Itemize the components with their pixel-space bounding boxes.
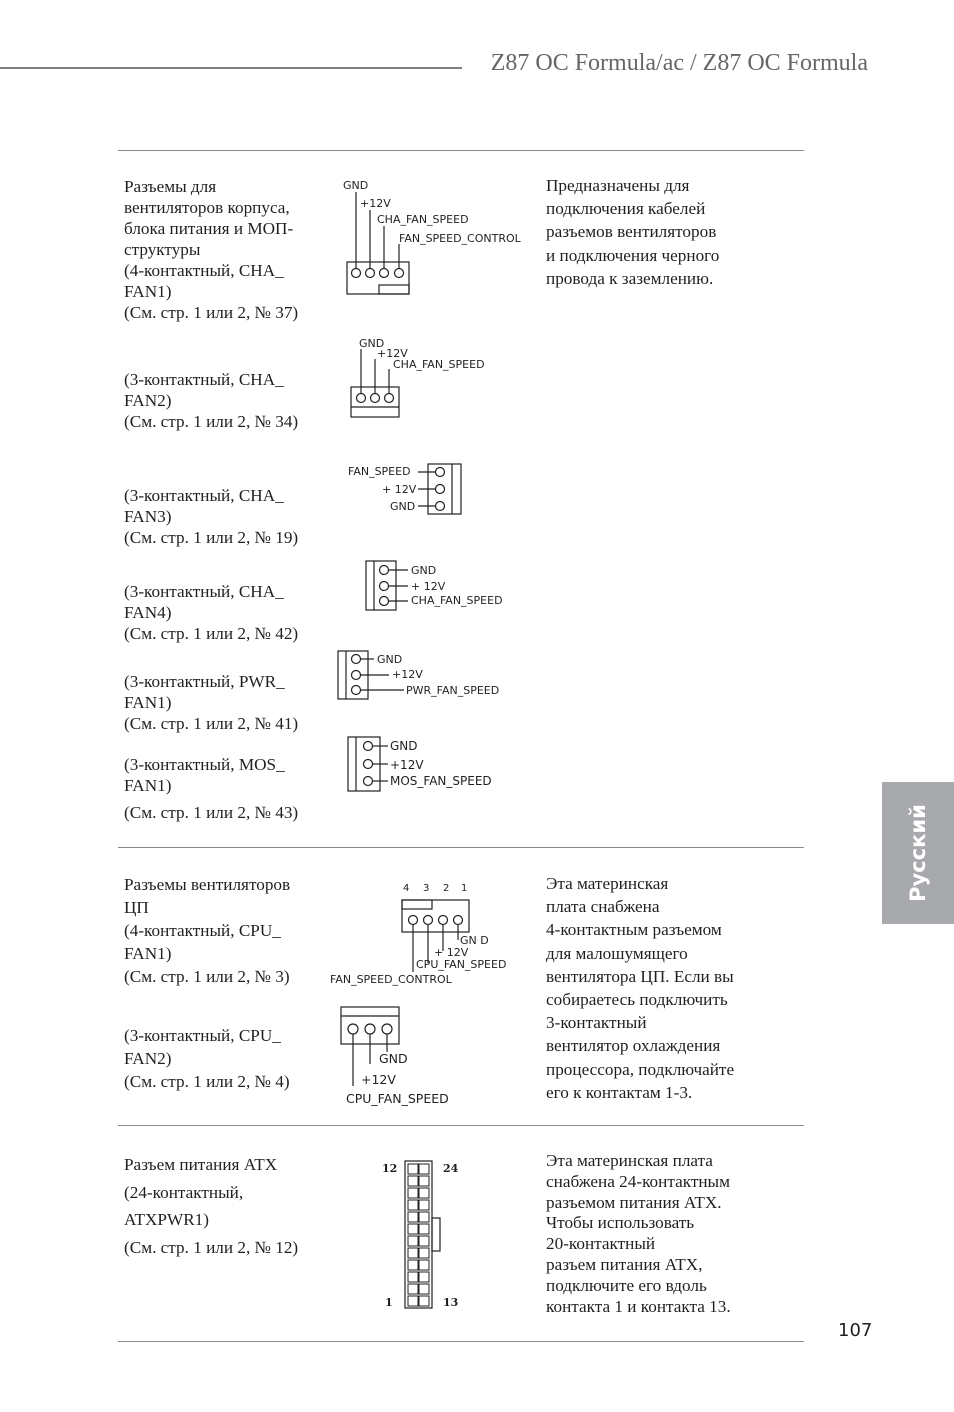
cha-fan2-diagram <box>345 333 515 423</box>
desc-line: FAN2) <box>124 391 172 410</box>
desc-line: (3-контактный, CPU_ <box>124 1026 281 1045</box>
pin-label-speed: PWR_FAN_SPEED <box>406 684 500 697</box>
note-line: вентилятора ЦП. Если вы <box>546 966 734 986</box>
desc-line: ЦП <box>124 898 149 917</box>
note-line: для малошумящего <box>546 943 688 963</box>
note-line: Эта материнская <box>546 874 669 893</box>
atx-pin <box>419 1272 429 1282</box>
note-line: разъемом питания ATX. <box>546 1192 722 1212</box>
desc-line: (3-контактный, MOS_ <box>124 755 285 774</box>
cpu-fans-note <box>546 872 734 1104</box>
atx-pin <box>419 1200 429 1210</box>
atx-pin <box>408 1296 418 1306</box>
header-rule <box>0 67 462 69</box>
note-line: собираетесь подключить <box>546 990 728 1010</box>
atx-pin <box>408 1164 418 1174</box>
pin-label-12: 12 <box>382 1162 398 1175</box>
pin-number: 2 <box>443 883 450 894</box>
pin-label-12v: + 12V <box>434 946 469 959</box>
note-line: Чтобы использовать <box>546 1213 695 1233</box>
desc-line: (4-контактный, CPU_ <box>124 921 281 940</box>
pin-label-speed: CHA_FAN_SPEED <box>377 213 469 226</box>
section-rule-cpu <box>118 847 804 848</box>
atx-pin <box>408 1200 418 1210</box>
note-line: и подключения черного <box>546 245 720 265</box>
atx-pin <box>408 1236 418 1246</box>
desc-line: FAN1) <box>124 693 172 712</box>
desc-line: FAN1) <box>124 944 172 963</box>
atx-pin <box>408 1284 418 1294</box>
atx-pin <box>419 1212 429 1222</box>
atx-24pin-connector-diagram <box>372 1156 472 1314</box>
desc-line: (3-контактный, CHA_ <box>124 370 284 389</box>
pwr-fan1-diagram <box>334 648 514 702</box>
section-rule-top <box>118 150 804 151</box>
pin-number: 4 <box>403 883 410 894</box>
note-line: контакта 1 и контакта 13. <box>546 1296 731 1316</box>
note-line: Предназначены для <box>546 176 690 195</box>
desc-line: (См. стр. 1 или 2, № 12) <box>124 1237 299 1257</box>
pin-label-1: 1 <box>385 1296 393 1309</box>
note-line: 3-контактный <box>546 1013 647 1033</box>
desc-line: ATXPWR1) <box>124 1210 209 1229</box>
note-line: подключите его вдоль <box>546 1275 707 1295</box>
pin-label-gnd: GND <box>390 739 418 753</box>
atx-pin <box>419 1164 429 1174</box>
atx-pin <box>419 1188 429 1198</box>
pin-label-24: 24 <box>443 1162 459 1175</box>
pin-label-speed: CPU_FAN_SPEED <box>416 958 507 971</box>
pin-label-12v: +12V <box>377 347 408 360</box>
language-side-tab-label: Русский <box>906 804 931 902</box>
pin-label-speed: CPU_FAN_SPEED <box>346 1091 449 1106</box>
note-line: разъемов вентиляторов <box>546 222 717 242</box>
desc-line: FAN2) <box>124 1049 172 1068</box>
pin-label-12v: +12V <box>361 1072 396 1087</box>
note-line: его к контактам 1-3. <box>546 1082 693 1102</box>
pin-label-speed: CHA_FAN_SPEED <box>393 358 485 371</box>
desc-line: FAN1) <box>124 282 172 301</box>
desc-line: (24-контактный, <box>124 1182 244 1202</box>
section-rule-bottom <box>118 1341 804 1342</box>
atx-pin <box>408 1212 418 1222</box>
pin-label-13: 13 <box>443 1296 459 1309</box>
atx-pin <box>408 1260 418 1270</box>
desc-line: (3-контактный, PWR_ <box>124 672 285 691</box>
atx-pin <box>408 1176 418 1186</box>
atx-pin <box>419 1260 429 1270</box>
cha-fan3-diagram <box>340 458 470 520</box>
chassis-fans-note <box>546 174 719 290</box>
pin-label-gnd: GND <box>343 179 369 192</box>
atx-pin <box>419 1284 429 1294</box>
pin-label-12v: +12V <box>360 197 391 210</box>
note-line: процессора, подключайте <box>546 1059 735 1079</box>
section-rule-atx <box>118 1125 804 1126</box>
cha-fan4-description <box>124 581 298 644</box>
desc-line: (3-контактный, CHA_ <box>124 582 284 601</box>
desc-line: FAN3) <box>124 507 172 526</box>
pin-label-gnd: GND <box>359 337 385 350</box>
atx-pin <box>419 1224 429 1234</box>
desc-line: FAN1) <box>124 776 172 795</box>
cpu-fan2-diagram <box>336 1002 486 1108</box>
cha-fan1-diagram <box>330 172 530 302</box>
note-line: снабжена 24-контактным <box>546 1171 730 1191</box>
atx-pin <box>419 1248 429 1258</box>
pin-label-gnd: GND <box>377 653 403 666</box>
desc-line: (См. стр. 1 или 2, № 4) <box>124 1072 290 1091</box>
note-line: Эта материнская плата <box>546 1151 713 1170</box>
cpu-fan2-description <box>124 1024 290 1093</box>
desc-line: (См. стр. 1 или 2, № 34) <box>124 412 299 431</box>
desc-line: Разъемы вентиляторов <box>124 875 291 894</box>
note-line: 20-контактный <box>546 1234 656 1254</box>
note-line: плата снабжена <box>546 897 660 917</box>
page-number: 107 <box>838 1320 873 1341</box>
desc-line: FAN4) <box>124 603 172 622</box>
pin-label-speed: CHA_FAN_SPEED <box>411 594 503 607</box>
note-line: 4-контактным разъемом <box>546 920 722 940</box>
atx-pin <box>408 1248 418 1258</box>
atx-pin <box>419 1176 429 1186</box>
pin-label-speed: MOS_FAN_SPEED <box>390 774 492 788</box>
mos-fan1-diagram <box>344 734 514 794</box>
note-line: вентилятор охлаждения <box>546 1036 721 1056</box>
pin-label-12v: + 12V <box>382 483 417 496</box>
desc-line: (См. стр. 1 или 2, № 19) <box>124 528 299 547</box>
atx-power-description <box>124 1151 298 1261</box>
atx-pin <box>419 1236 429 1246</box>
pin-number: 1 <box>461 883 468 894</box>
language-side-tab <box>882 782 954 924</box>
pin-label-control: FAN_SPEED_CONTROL <box>399 232 521 245</box>
desc-line: (См. стр. 1 или 2, № 37) <box>124 303 299 322</box>
desc-line: Разъем питания ATX <box>124 1155 278 1174</box>
desc-line: (4-контактный, CHA_ <box>124 261 284 280</box>
desc-line: (См. стр. 1 или 2, № 42) <box>124 624 299 643</box>
desc-line: вентиляторов корпуса, <box>124 198 290 217</box>
cpu-fan1-diagram <box>326 876 526 988</box>
desc-line: Разъемы для <box>124 177 217 196</box>
page-header-title: Z87 OC Formula/ac / Z87 OC Formula <box>490 50 868 76</box>
cha-fan3-description <box>124 485 298 548</box>
desc-line: (3-контактный, CHA_ <box>124 486 284 505</box>
pin-label-12v: +12V <box>392 668 423 681</box>
note-line: разъем питания ATX, <box>546 1254 703 1274</box>
pin-label-12v: + 12V <box>411 580 446 593</box>
atx-pin <box>408 1188 418 1198</box>
atx-power-note <box>546 1151 731 1317</box>
pin-label-gnd: GND <box>379 1051 408 1066</box>
desc-line: (См. стр. 1 или 2, № 43) <box>124 803 299 822</box>
pin-label-control: FAN_SPEED_CONTROL <box>330 973 452 986</box>
pin-label-gnd: GN D <box>460 934 489 947</box>
cpu-fan1-description <box>124 873 290 988</box>
note-line: провода к заземлению. <box>546 268 714 288</box>
cha-fan2-description <box>124 369 298 432</box>
pin-label-gnd: GND <box>411 564 437 577</box>
note-line: подключения кабелей <box>546 199 706 219</box>
atx-pin <box>419 1296 429 1306</box>
cha-fan4-diagram <box>362 558 522 614</box>
cha-fan1-description <box>124 176 298 323</box>
atx-pin <box>408 1272 418 1282</box>
pin-number: 3 <box>423 883 430 894</box>
desc-line: (См. стр. 1 или 2, № 3) <box>124 967 290 986</box>
desc-line: (См. стр. 1 или 2, № 41) <box>124 714 299 733</box>
pwr-fan1-description <box>124 671 298 734</box>
pin-label-gnd: GND <box>390 500 416 513</box>
atx-pin <box>408 1224 418 1234</box>
mos-fan1-description <box>124 754 298 823</box>
pin-label-12v: +12V <box>390 758 424 772</box>
pin-label-speed: FAN_SPEED <box>348 465 411 478</box>
desc-line: структуры <box>124 240 201 259</box>
desc-line: блока питания и МОП- <box>124 219 294 238</box>
